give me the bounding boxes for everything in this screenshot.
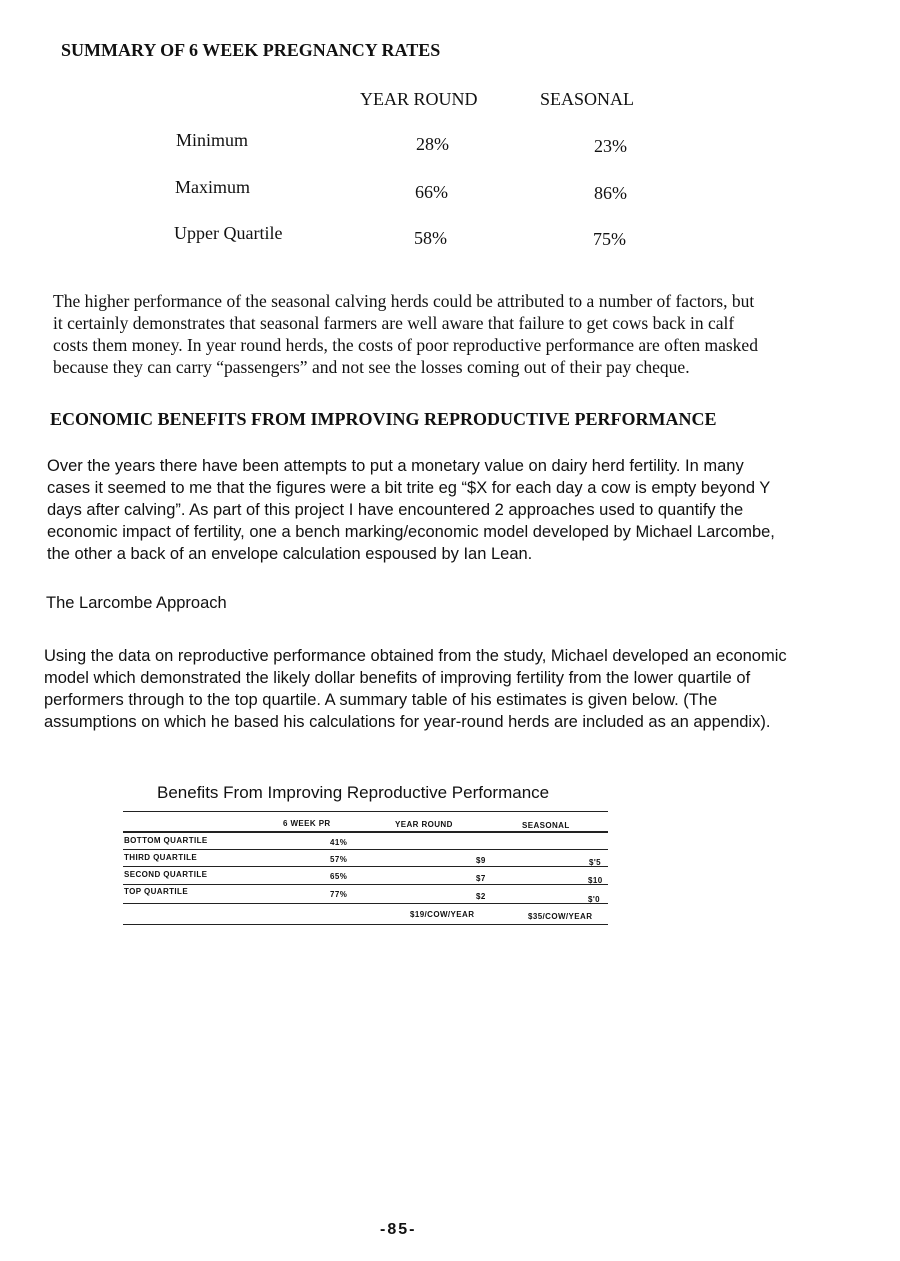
table-rule	[123, 884, 608, 885]
text-line: because they can carry “passengers” and not see the losses coming out of their pay cheque.	[53, 357, 690, 377]
summary-title: SUMMARY OF 6 WEEK PREGNANCY RATES	[61, 40, 441, 60]
benefits-row-label: TOP QUARTILE	[124, 887, 189, 896]
text-line: performers through to the top quartile. A summary table of his estimates is given below. (The	[44, 691, 718, 709]
summary-row-label: Maximum	[175, 177, 250, 197]
benefits-total-year-round: $19/COW/YEAR	[410, 910, 475, 919]
benefits-col-pr: 6 WEEK PR	[283, 819, 331, 828]
economic-benefits-heading: ECONOMIC BENEFITS FROM IMPROVING REPRODUCTIVE PERFORMANCE	[50, 409, 717, 429]
text-line: assumptions on which he based his calculations for year-round herds are included as an appendix).	[44, 713, 771, 731]
summary-row-label: Upper Quartile	[174, 223, 283, 243]
table-rule	[123, 903, 608, 904]
text-line: The higher performance of the seasonal calving herds could be attributed to a number of factors, but	[53, 291, 755, 311]
summary-row-year-round: 58%	[414, 228, 447, 248]
benefits-row-seasonal: $10	[588, 876, 603, 885]
benefits-total-seasonal: $35/COW/YEAR	[528, 912, 593, 921]
benefits-row-year-round: $7	[476, 874, 486, 883]
text-line: costs them money. In year round herds, the costs of poor reproductive performance are often masked	[53, 335, 758, 355]
page-number: -85-	[380, 1221, 417, 1238]
summary-row-year-round: 66%	[415, 182, 448, 202]
text-line: cases it seemed to me that the figures were a bit trite eg “$X for each day a cow is empty beyond Y	[47, 479, 771, 497]
summary-col-year-round: YEAR ROUND	[360, 89, 478, 109]
paragraph-passengers	[53, 290, 758, 378]
benefits-row-pr: 41%	[330, 838, 348, 847]
summary-col-seasonal: SEASONAL	[540, 89, 635, 109]
benefits-row-label: BOTTOM QUARTILE	[124, 836, 208, 845]
text-line: economic impact of fertility, one a bench marking/economic model developed by Michael Larcombe,	[47, 523, 775, 541]
benefits-row-pr: 65%	[330, 872, 348, 881]
paragraph-monetary-value	[47, 455, 775, 565]
table-rule	[123, 831, 608, 833]
benefits-table-title: Benefits From Improving Reproductive Performance	[157, 783, 550, 802]
table-rule	[123, 924, 608, 925]
benefits-row-label: SECOND QUARTILE	[124, 870, 208, 879]
paragraph-larcombe	[44, 645, 787, 733]
text-line: it certainly demonstrates that seasonal farmers are well aware that failure to get cows back in calf	[53, 313, 735, 333]
benefits-row-seasonal: $'5	[589, 858, 602, 867]
summary-row-seasonal: 75%	[593, 229, 626, 249]
table-rule	[123, 811, 608, 812]
summary-row-label: Minimum	[176, 130, 249, 150]
text-line: the other a back of an envelope calculation espoused by Ian Lean.	[47, 545, 533, 563]
benefits-col-year-round: YEAR ROUND	[395, 820, 453, 829]
benefits-col-seasonal: SEASONAL	[522, 821, 570, 830]
summary-row-year-round: 28%	[416, 134, 449, 154]
text-line: Over the years there have been attempts to put a monetary value on dairy herd fertility. In many	[47, 457, 744, 475]
summary-row-seasonal: 23%	[594, 136, 627, 156]
benefits-row-pr: 77%	[330, 890, 348, 899]
text-line: Using the data on reproductive performance obtained from the study, Michael developed an economic	[44, 647, 787, 665]
larcombe-heading: The Larcombe Approach	[46, 594, 227, 612]
text-line: days after calving”. As part of this project I have encountered 2 approaches used to quantify the	[47, 501, 744, 519]
benefits-row-seasonal: $'0	[588, 895, 601, 904]
table-rule	[123, 849, 608, 850]
benefits-row-pr: 57%	[330, 855, 348, 864]
text-line: model which demonstrated the likely dollar benefits of improving fertility from the lower quartile of	[44, 669, 751, 687]
summary-row-seasonal: 86%	[594, 183, 627, 203]
benefits-row-label: THIRD QUARTILE	[124, 853, 198, 862]
table-rule	[123, 866, 608, 867]
benefits-row-year-round: $2	[476, 892, 486, 901]
benefits-row-year-round: $9	[476, 856, 486, 865]
